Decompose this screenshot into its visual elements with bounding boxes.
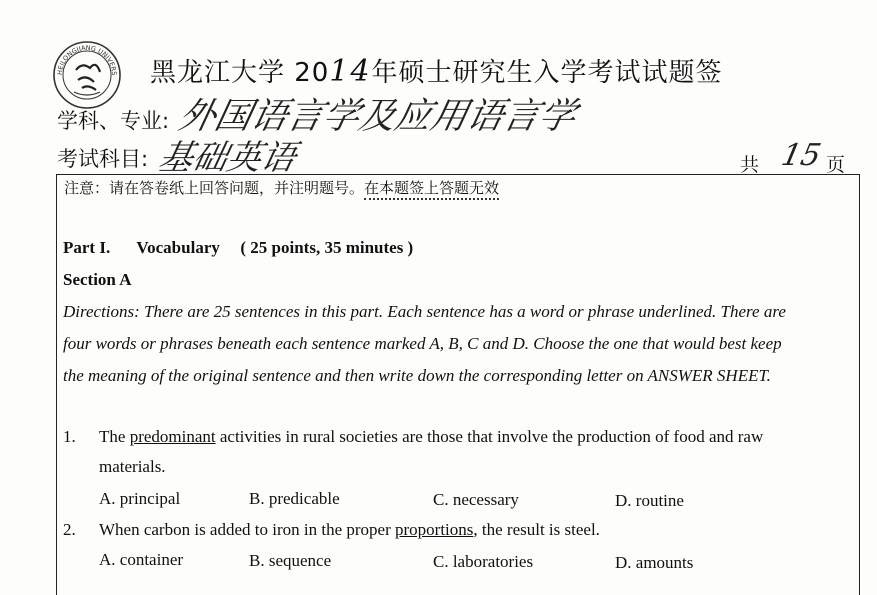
option-a: A. container bbox=[99, 550, 184, 569]
notice bbox=[64, 177, 499, 198]
notice-text: 注意：请在答卷纸上回答问题，并注明题号。 bbox=[64, 179, 365, 197]
pages-suffix: 页 bbox=[826, 154, 846, 176]
university-seal-logo bbox=[52, 40, 122, 110]
major-label: 学科、专业: bbox=[57, 109, 170, 133]
question-stem-continuation: materials. bbox=[99, 457, 166, 476]
stem-text: When carbon is added to iron in the proper bbox=[99, 520, 395, 539]
option-a: A. principal bbox=[99, 489, 181, 508]
part-title: Vocabulary bbox=[136, 238, 220, 257]
pages-value: 15 bbox=[778, 138, 824, 173]
option-c: C. necessary bbox=[433, 490, 519, 509]
exam-title bbox=[150, 52, 723, 89]
section-heading: Section A bbox=[63, 270, 132, 289]
notice-emphasis: 在本题签上答题无效 bbox=[364, 179, 499, 200]
major-value: 外国语言学及应用语言学 bbox=[175, 96, 580, 137]
option-d: D. amounts bbox=[615, 553, 694, 572]
option-c: C. laboratories bbox=[433, 552, 534, 571]
part-label: Part I. bbox=[63, 238, 111, 257]
part-meta: ( 25 points, 35 minutes ) bbox=[240, 238, 414, 257]
subject-label: 考试科目: bbox=[57, 147, 149, 171]
option-b: B. predicable bbox=[249, 489, 340, 508]
svg-text:HEILONGJIANG UNIVERSITY bbox=[52, 40, 118, 76]
stem-text: activities in rural societies are those that involve the production of food and raw bbox=[215, 427, 764, 446]
stem-text: The bbox=[99, 427, 130, 446]
question-number: 1. bbox=[63, 427, 76, 446]
underlined-word: predominant bbox=[129, 427, 216, 446]
title-prefix: 黑龙江大学 20 bbox=[150, 58, 330, 88]
title-suffix: 年硕士研究生入学考试试题签 bbox=[371, 58, 723, 88]
option-d: D. routine bbox=[615, 491, 684, 510]
directions-line-2: four words or phrases beneath each sentence marked A, B, C and D. Choose the one that would best keep bbox=[63, 334, 782, 353]
pages-prefix: 共 bbox=[740, 154, 760, 176]
underlined-word: proportions bbox=[395, 520, 474, 539]
part-heading bbox=[63, 238, 413, 258]
directions-line-1: Directions: There are 25 sentences in this part. Each sentence has a word or phrase underlined. There are bbox=[63, 302, 786, 321]
question-number: 2. bbox=[63, 520, 76, 539]
stem-text: , the result is steel. bbox=[473, 520, 600, 539]
question-stem bbox=[99, 427, 763, 447]
option-b: B. sequence bbox=[249, 551, 332, 570]
directions-line-3: the meaning of the original sentence and then write down the corresponding letter on ANSWER SHEET. bbox=[63, 366, 771, 385]
question-stem bbox=[99, 520, 600, 540]
subject-value: 基础英语 bbox=[155, 138, 300, 178]
seal-text: HEILONGJIANG UNIVERS bbox=[55, 43, 119, 76]
year-handwritten: 14 bbox=[329, 54, 372, 89]
